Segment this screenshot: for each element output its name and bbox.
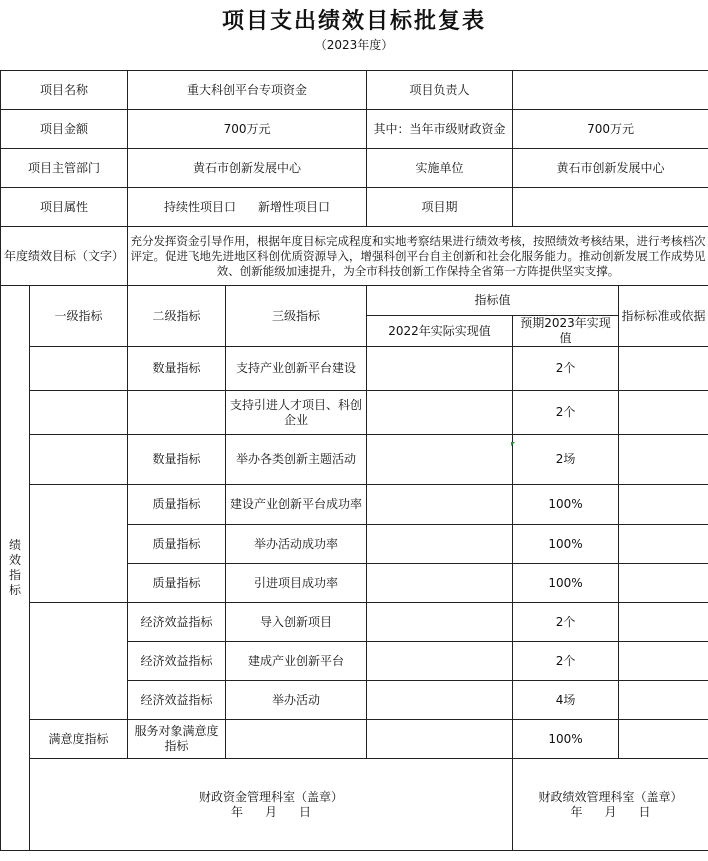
cell-comment-marker (511, 442, 515, 446)
value-2022-cell (367, 681, 513, 720)
level2-cell: 经济效益指标 (128, 681, 226, 720)
level2-cell: 质量指标 (128, 525, 226, 564)
level1-cell (30, 435, 128, 485)
finance-fund-office-signature (30, 759, 513, 851)
performance-office-signature (513, 759, 708, 851)
value-2023-cell: 2个 (513, 603, 619, 642)
basis-cell (619, 681, 708, 720)
dept-label: 项目主管部门 (1, 149, 128, 188)
date-month: 月 (265, 804, 278, 819)
level1-cell (30, 347, 128, 391)
basis-cell (619, 603, 708, 642)
level2-cell: 经济效益指标 (128, 603, 226, 642)
level3-cell: 导入创新项目 (226, 603, 367, 642)
level2-cell: 经济效益指标 (128, 642, 226, 681)
level2-cell: 质量指标 (128, 485, 226, 525)
basis-cell (619, 347, 708, 391)
value-2022-cell (367, 525, 513, 564)
level3-cell: 支持产业创新平台建设 (226, 347, 367, 391)
project-amount-label: 项目金额 (1, 110, 128, 149)
basis-cell (619, 525, 708, 564)
level2-cell: 数量指标 (128, 347, 226, 391)
col-level3-header: 三级指标 (226, 286, 367, 347)
performance-office-label: 财政绩效管理科室（盖章） (538, 789, 683, 804)
annual-goal-text: 充分发挥资金引导作用，根据年度目标完成程度和实地考察结果进行绩效考核，按照绩效考核结果，进行考核档次评定。促进飞地先进地区科创优质资源导入，增强科创平台自主创新和社会化服务能力。推动创新发展工作成势见效、创新能级加速提升，为全市科技创新工作保持全省第一方阵提供坚实支撑。 (128, 227, 708, 286)
attr-continuing-option: 持续性项目口 (164, 199, 237, 214)
value-2023-cell: 100% (513, 525, 619, 564)
col-level1-header: 一级指标 (30, 286, 128, 347)
project-name-value: 重大科创平台专项资金 (128, 71, 367, 110)
project-leader-value (513, 71, 708, 110)
value-2023-cell: 100% (513, 564, 619, 603)
level1-cell (30, 391, 128, 435)
annual-goal-label: 年度绩效目标（文字） (1, 227, 128, 286)
unit-value: 黄石市创新发展中心 (513, 149, 708, 188)
level3-cell: 支持引进人才项目、科创企业 (226, 391, 367, 435)
finance-fund-office-label: 财政资金管理科室（盖章） (199, 789, 344, 804)
value-2022-cell (367, 435, 513, 485)
signature-date-right (515, 805, 706, 820)
basis-cell (619, 564, 708, 603)
satisfaction-level3 (226, 720, 367, 759)
project-attr-options (128, 188, 367, 227)
level3-cell: 建设产业创新平台成功率 (226, 485, 367, 525)
satisfaction-level1: 满意度指标 (30, 720, 128, 759)
level3-cell: 引进项目成功率 (226, 564, 367, 603)
performance-indicators-text: 绩 效 指 标 (8, 538, 21, 597)
project-leader-label: 项目负责人 (367, 71, 513, 110)
level2-cell (128, 391, 226, 435)
basis-cell (619, 391, 708, 435)
level1-cell (30, 603, 128, 720)
value-2023-cell: 100% (513, 485, 619, 525)
col-2023-header: 预期2023年实现值 (513, 316, 619, 347)
satisfaction-level2: 服务对象满意度指标 (128, 720, 226, 759)
approval-table (0, 70, 708, 851)
date-month: 月 (604, 804, 617, 819)
level1-cell (30, 485, 128, 603)
attr-new-option: 新增性项目口 (258, 199, 331, 214)
value-2023-cell: 2个 (513, 347, 619, 391)
value-2022-cell (367, 642, 513, 681)
project-name-label: 项目名称 (1, 71, 128, 110)
satisfaction-basis (619, 720, 708, 759)
page-title: 项目支出绩效目标批复表 (221, 9, 486, 34)
basis-cell (619, 642, 708, 681)
value-2023-cell: 2场 (513, 435, 619, 485)
page-subtitle: （2023年度） (314, 38, 394, 52)
col-basis-header: 指标标准或依据 (619, 286, 708, 347)
level3-cell: 举办活动 (226, 681, 367, 720)
col-value-header: 指标值 (367, 286, 619, 316)
signature-date-left (32, 805, 510, 820)
project-amount-value: 700万元 (128, 110, 367, 149)
basis-cell (619, 435, 708, 485)
value-2022-cell (367, 603, 513, 642)
project-attr-label: 项目属性 (1, 188, 128, 227)
value-2022-cell (367, 391, 513, 435)
date-year: 年 (570, 804, 583, 819)
date-year: 年 (230, 804, 243, 819)
date-day: 日 (638, 804, 651, 819)
performance-indicators-label (1, 286, 30, 851)
satisfaction-2022 (367, 720, 513, 759)
project-period-value (513, 188, 708, 227)
level2-cell: 质量指标 (128, 564, 226, 603)
level3-cell: 建成产业创新平台 (226, 642, 367, 681)
satisfaction-2023: 100% (513, 720, 619, 759)
col-level2-header: 二级指标 (128, 286, 226, 347)
col-2022-header: 2022年实际实现值 (367, 316, 513, 347)
dept-value: 黄石市创新发展中心 (128, 149, 367, 188)
basis-cell (619, 485, 708, 525)
value-2022-cell (367, 485, 513, 525)
date-day: 日 (299, 804, 312, 819)
level2-cell: 数量指标 (128, 435, 226, 485)
value-2023-cell: 2个 (513, 642, 619, 681)
fiscal-funds-label: 其中：当年市级财政资金 (367, 110, 513, 149)
value-2023-cell: 4场 (513, 681, 619, 720)
level3-cell: 举办各类创新主题活动 (226, 435, 367, 485)
project-period-label: 项目期 (367, 188, 513, 227)
level3-cell: 举办活动成功率 (226, 525, 367, 564)
fiscal-funds-value: 700万元 (513, 110, 708, 149)
value-2023-cell: 2个 (513, 391, 619, 435)
value-2022-cell (367, 564, 513, 603)
unit-label: 实施单位 (367, 149, 513, 188)
value-2022-cell (367, 347, 513, 391)
